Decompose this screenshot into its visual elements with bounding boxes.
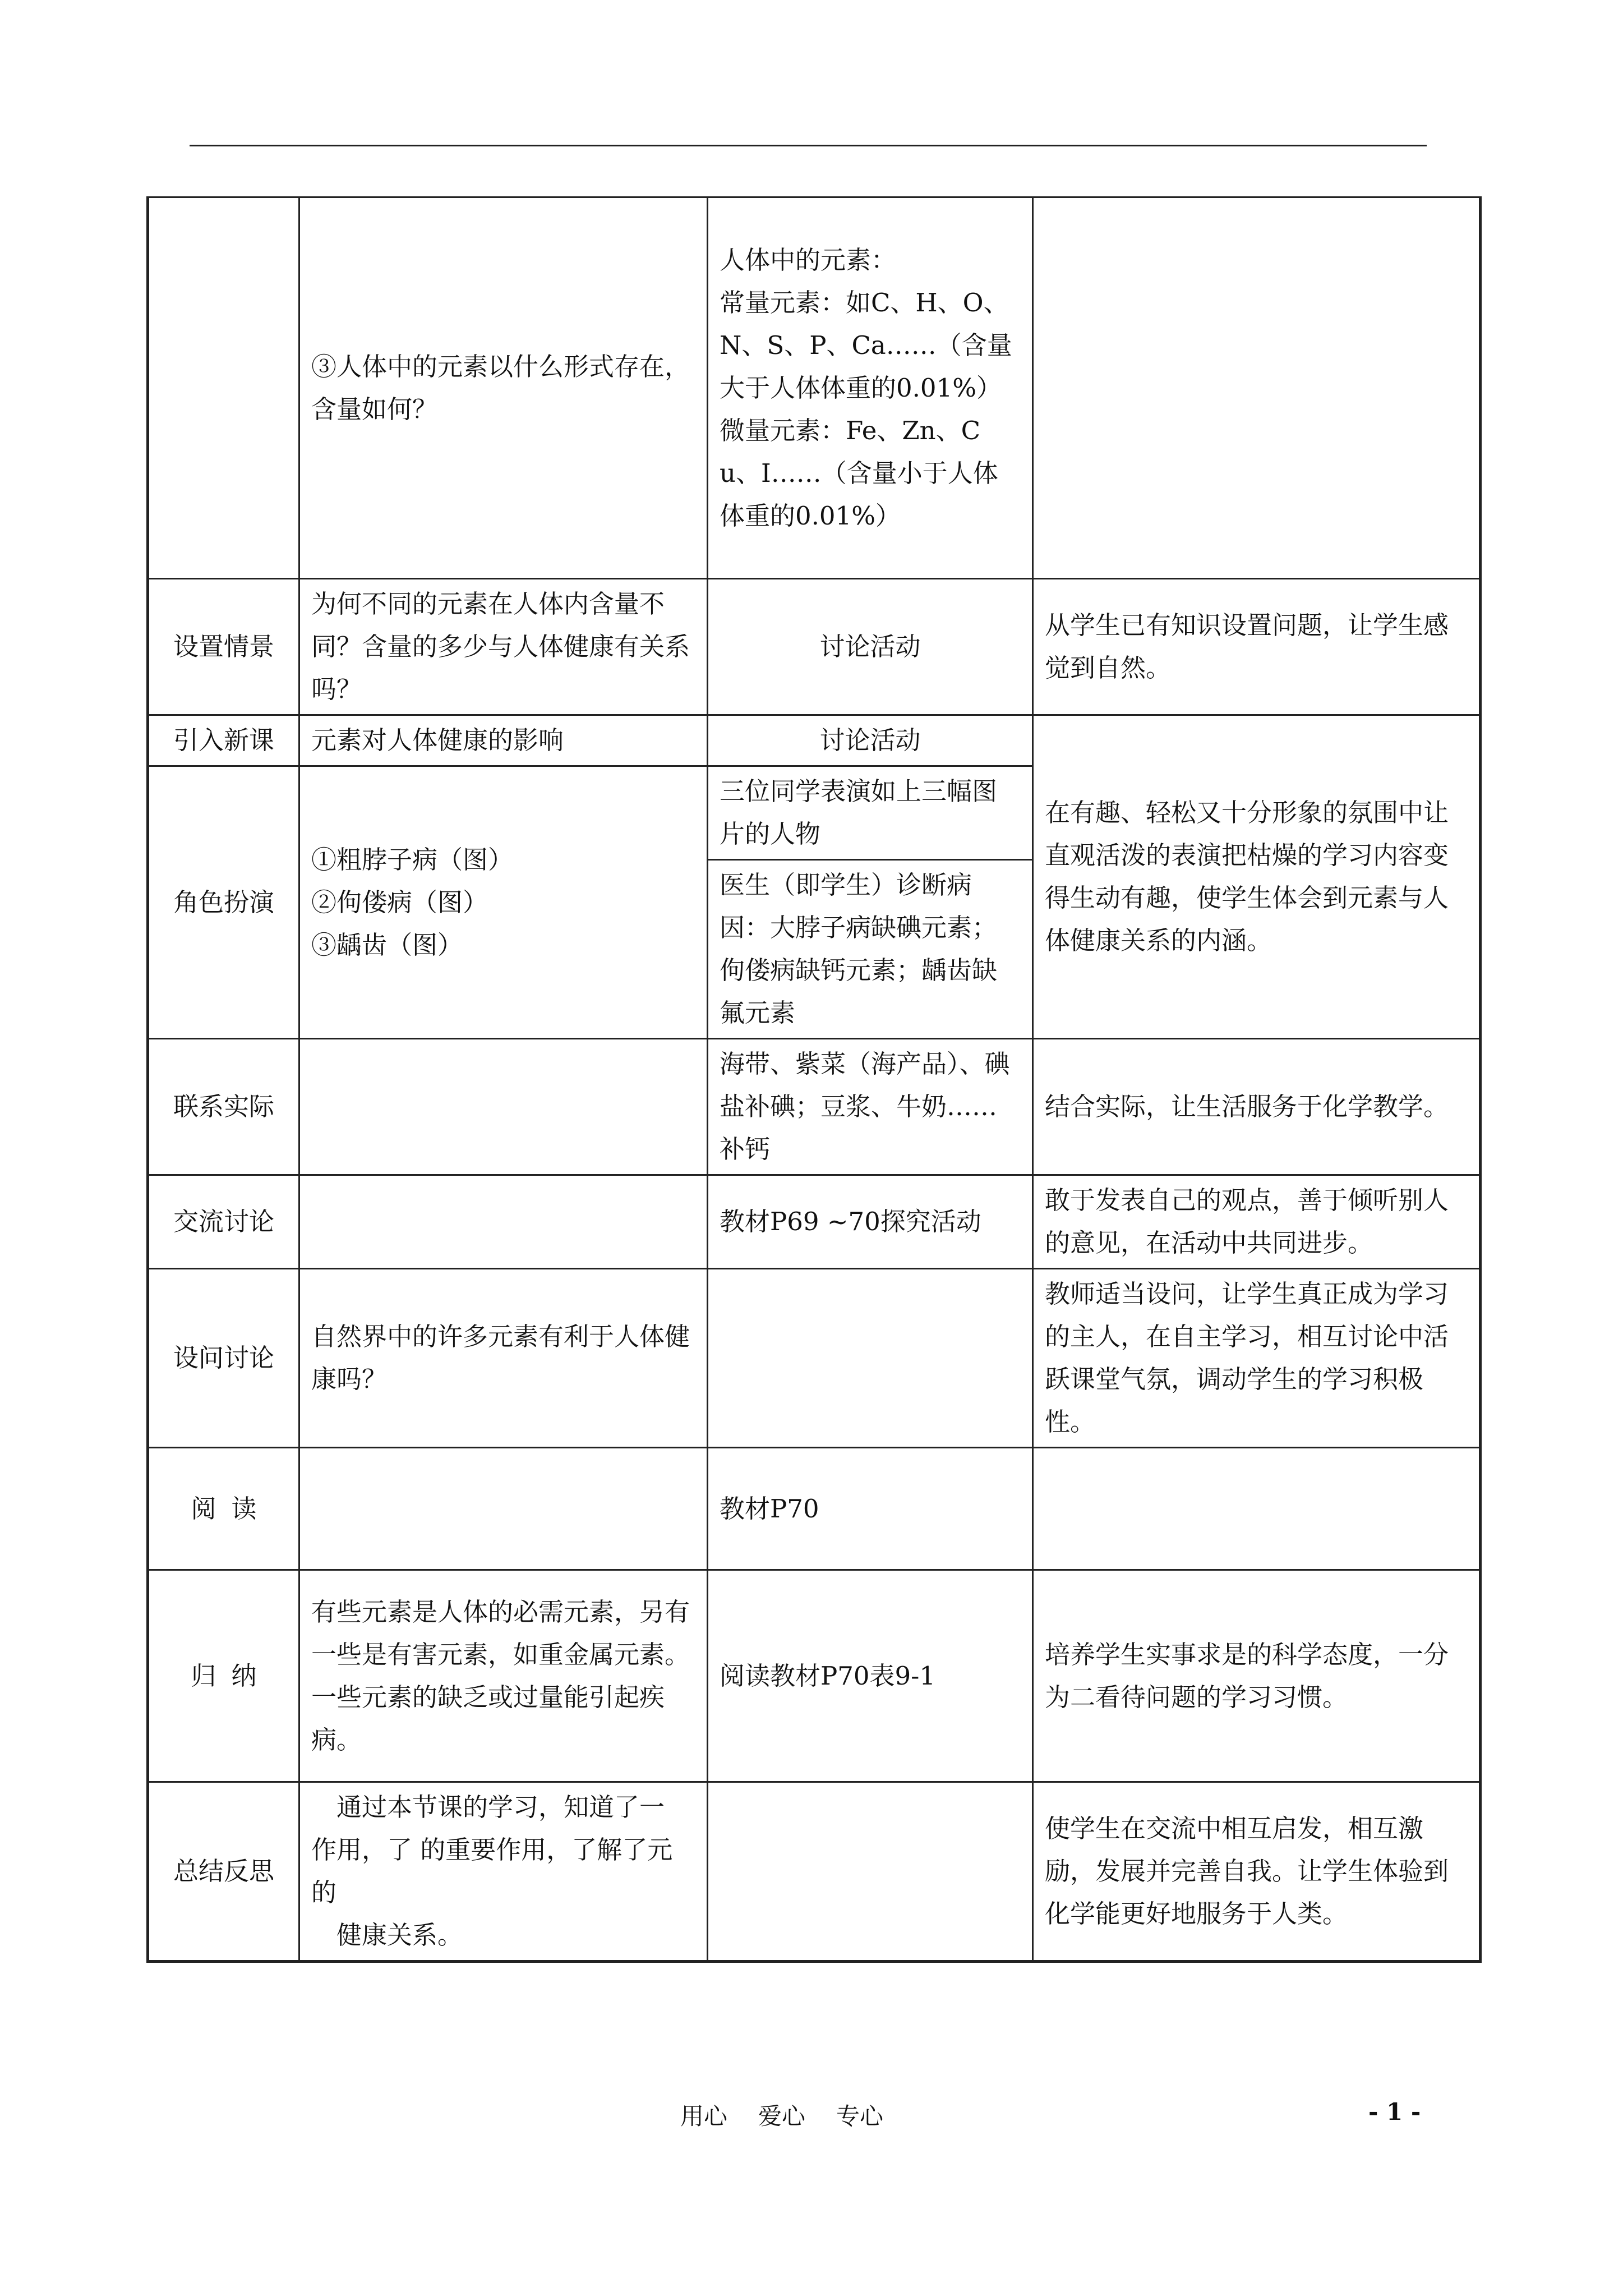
page-number: - 1 - [1368, 2098, 1421, 2125]
student-cell [708, 1570, 1033, 1782]
teacher-text: 自然界中的许多元素有利于人体健康吗？ [311, 1322, 690, 1394]
intent-cell: 培养学生实事求是的科学态度，一分为二看待问题的学习习惯。 [1033, 1570, 1481, 1782]
lesson-plan-table [146, 196, 1482, 1963]
stage-cell: 设置情景 [148, 579, 299, 715]
intent-cell: 从学生已有知识设置问题，让学生感觉到自然。 [1033, 579, 1481, 715]
teacher-cell [299, 579, 708, 715]
stage-cell: 联系实际 [148, 1039, 299, 1175]
student-cell [708, 1269, 1033, 1448]
student-text: 海带、紫菜（海产品）、碘盐补碘；豆浆、牛奶……补钙 [720, 1049, 1010, 1164]
table-row [148, 1039, 1481, 1175]
stage-cell: 角色扮演 [148, 766, 299, 1039]
student-text: 教材P70 [720, 1493, 819, 1524]
intent-cell: 教师适当设问，让学生真正成为学习的主人，在自主学习，相互讨论中活跃课堂气氛，调动学生的学习积极性。 [1033, 1269, 1481, 1448]
teacher-cell [299, 1039, 708, 1175]
student-text: 讨论活动 [819, 725, 921, 755]
teacher-text: ③龋齿（图） [311, 930, 463, 960]
table-row [148, 715, 1481, 766]
student-cell [708, 1039, 1033, 1175]
motto-word: 专心 [836, 2102, 884, 2130]
teacher-text: ①粗脖子病（图） [311, 844, 514, 875]
table-row [148, 1570, 1481, 1782]
stage-cell: 引入新课 [148, 715, 299, 766]
header-rule [190, 145, 1427, 146]
table-row [148, 1175, 1481, 1269]
stage-cell: 总结反思 [148, 1782, 299, 1962]
stage-label: 阅读 [191, 1493, 272, 1524]
intent-cell: 结合实际，让生活服务于化学教学。 [1033, 1039, 1481, 1175]
student-text: 阅读教材P70表9-1 [720, 1660, 936, 1691]
stage-cell: 设问讨论 [148, 1269, 299, 1448]
student-cell [708, 1448, 1033, 1570]
stage-cell [148, 1448, 299, 1570]
teacher-cell [299, 197, 708, 579]
teacher-cell [299, 1448, 708, 1570]
footer-motto [680, 2098, 914, 2132]
teacher-text: 一些元素的缺乏或过量能引起疾病。 [311, 1682, 665, 1755]
teacher-text: 作用，了 的重要作用，了解了元 [311, 1835, 673, 1865]
stage-cell [148, 1570, 299, 1782]
stage-cell: 交流讨论 [148, 1175, 299, 1269]
student-cell [708, 1782, 1033, 1962]
teacher-text: 为何不同的元素在人体内含量不同？含量的多少与人体健康有关系吗？ [311, 589, 690, 704]
student-text: 微量元素：Fe、Zn、Cu、I……（含量小于人体体重的0.01%） [720, 415, 998, 531]
teacher-text: 有些元素是人体的必需元素，另有一些是有害元素，如重金属元素。 [311, 1596, 690, 1669]
teacher-text: 通过本节课的学习，知道了一 [336, 1792, 665, 1822]
student-text: 教材P69 ~70探究活动 [720, 1207, 981, 1236]
intent-cell [1033, 197, 1481, 579]
teacher-text: ③人体中的元素以什么形式存在，含量如何？ [311, 351, 690, 424]
table-row [148, 197, 1481, 579]
motto-word: 爱心 [758, 2102, 806, 2130]
student-cell [708, 579, 1033, 715]
table-row [148, 1269, 1481, 1448]
teacher-cell [299, 1570, 708, 1782]
teacher-text: ②佝偻病（图） [311, 887, 488, 917]
intent-cell: 使学生在交流中相互启发，相互激励，发展并完善自我。让学生体验到化学能更好地服务于人类。 [1033, 1782, 1481, 1962]
table-row [148, 1448, 1481, 1570]
stage-cell [148, 197, 299, 579]
table-row [148, 1782, 1481, 1962]
student-text: 人体中的元素： [720, 245, 897, 275]
teacher-cell [299, 1782, 708, 1962]
intent-cell: 在有趣、轻松又十分形象的氛围中让直观活泼的表演把枯燥的学习内容变得生动有趣，使学生体会到元素与人体健康关系的内涵。 [1033, 715, 1481, 1039]
student-text: 讨论活动 [819, 632, 921, 661]
student-text: 常量元素：如C、H、O、N、S、P、Ca……（含量大于人体体重的0.01%） [720, 287, 1012, 403]
student-cell [708, 715, 1033, 766]
stage-label: 归纳 [191, 1660, 272, 1691]
teacher-text: 的 [311, 1878, 337, 1907]
student-cell: 医生（即学生）诊断病因：大脖子病缺碘元素；佝偻病缺钙元素；龋齿缺氟元素 [708, 860, 1033, 1039]
motto-word: 用心 [680, 2102, 728, 2130]
intent-cell: 敢于发表自己的观点，善于倾听别人的意见，在活动中共同进步。 [1033, 1175, 1481, 1269]
teacher-cell [299, 1175, 708, 1269]
teacher-text: 健康关系。 [336, 1920, 463, 1950]
teacher-text: 元素对人体健康的影响 [311, 725, 564, 755]
table-row [148, 579, 1481, 715]
intent-cell [1033, 1448, 1481, 1570]
student-cell [708, 197, 1033, 579]
student-cell: 三位同学表演如上三幅图片的人物 [708, 766, 1033, 860]
teacher-cell [299, 1269, 708, 1448]
teacher-cell [299, 715, 708, 766]
teacher-cell [299, 766, 708, 1039]
student-cell [708, 1175, 1033, 1269]
